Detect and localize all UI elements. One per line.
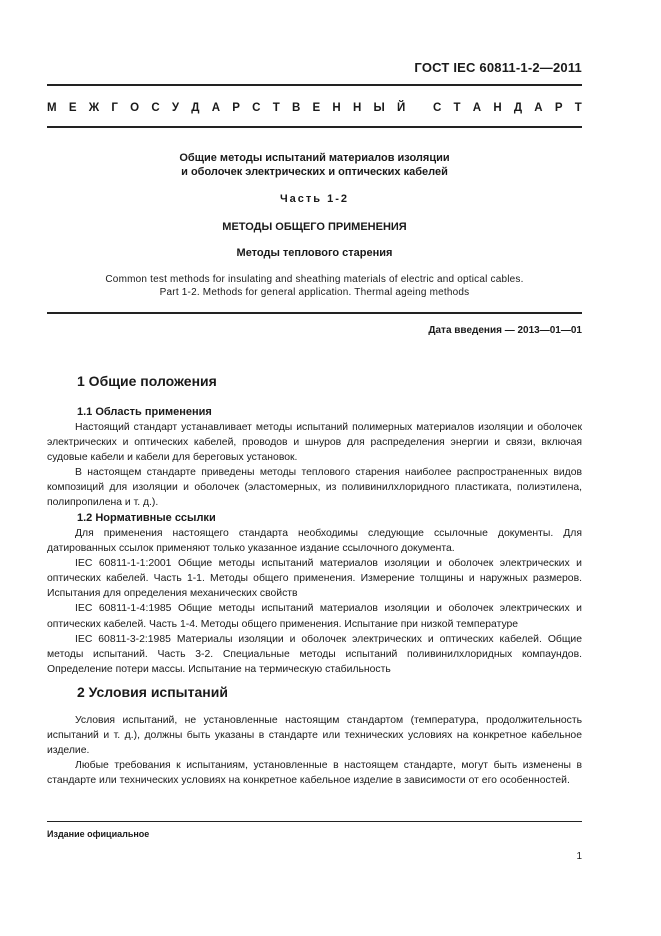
banner-letter: С [252,102,261,114]
banner-letter: У [171,102,180,114]
banner-letter: Д [191,102,200,114]
banner-letter [418,102,421,114]
paragraph: В настоящем стандарте приведены методы теплового старения наиболее распространенных видов композиций для изоляции и оболочек (эластомерных, из поливинилхлоридного пластиката, полиэтилена, полипропилена и т. д.). [47,467,582,509]
reference-item: IEC 60811-1-4:1985 Общие методы испытаний материалов изоляции и оболочек электрических и оптических кабелей. Часть 1-4. Методы общего применения. Испытание при низкой температуре [47,603,582,630]
banner-letter: С [151,102,160,114]
banner-letter: Т [272,102,280,114]
banner-letter: Т [453,102,461,114]
paragraph: Настоящий стандарт устанавливает методы испытаний полимерных материалов изоляции и оболочек электрических и оптических кабелей, проводов и шнуров для распределения энергии и связи, включая судовые кабели и кабели для береговых установок. [47,422,582,464]
banner-letter: А [211,102,221,114]
title-line-2: и оболочек электрических и оптических кабелей [181,166,448,178]
english-title-line-1: Common test methods for insulating and sheathing materials of electric and optical cables. [105,274,524,285]
test-conditions-text [47,713,582,788]
paragraph: Для применения настоящего стандарта необходимы следующие ссылочные документы. Для датированных ссылок применяют только указанное издание ссылочного документа. [47,528,582,555]
subtitle-caps: МЕТОДЫ ОБЩЕГО ПРИМЕНЕНИЯ [222,221,407,233]
section-1-heading: 1 Общие положения [77,373,217,389]
reference-item: IEC 60811-3-2:1985 Материалы изоляции и оболочек электрических и оптических кабелей. Общие методы испытаний. Часть 3-2. Специальные методы испытаний поливинилхлоридных компаундов. Определение потери массы. Испытание на термическую стабильность [47,633,582,675]
banner-letter: Е [312,102,321,114]
banner-letter: Д [513,102,523,114]
banner-letter: В [291,102,301,114]
banner-letter: О [130,102,140,114]
paragraph: Любые требования к испытаниям, установленные в настоящем стандарте, могут быть изменены в стандарте или технических условиях на конкретное кабельное изделие в зависимости от его особенностей. [47,760,582,787]
banner-letter: Ж [88,102,100,114]
standard-code: ГОСТ IEC 60811-1-2—2011 [414,60,582,75]
header-rule [47,84,582,86]
introduction-date: Дата введения — 2013—01—01 [428,325,582,336]
page-number: 1 [576,851,582,862]
banner-letter: А [534,102,543,114]
banner-letter: Т [574,102,582,114]
banner-letter: Ы [373,102,385,114]
references-text [47,526,582,677]
section-2-heading: 2 Условия испытаний [77,684,228,700]
banner-letter: Г [111,102,118,114]
subsection-1-2-heading: 1.2 Нормативные ссылки [77,512,216,524]
official-edition-label: Издание официальное [47,829,150,839]
banner-letter: Е [68,102,77,114]
banner-letter: М [47,102,57,114]
subtitle: Методы теплового старения [236,247,393,259]
title-line-1: Общие методы испытаний материалов изоляции [179,152,450,164]
banner-rule [47,126,582,128]
banner-letter: А [472,102,482,114]
reference-item: IEC 60811-1-1:2001 Общие методы испытаний материалов изоляции и оболочек электрических и оптических кабелей. Часть 1-1. Методы общего применения. Измерение толщины и наружных размеров. Испытания для определения механических свойств [47,558,582,600]
banner-letter: Р [554,102,563,114]
banner-letter: Н [493,102,502,114]
banner-letter: Р [232,102,240,114]
scope-text [47,420,582,511]
part-label: Часть 1-2 [279,193,350,205]
banner-letter: Н [332,102,341,114]
banner-letter: С [432,102,442,114]
interstate-standard-banner [47,102,582,114]
banner-letter: Й [397,102,406,114]
english-title-line-2: Part 1-2. Methods for general application. Thermal ageing methods [159,287,470,298]
paragraph: Условия испытаний, не установленные настоящим стандартом (температура, продолжительность испытаний и т. д.), должны быть указаны в стандарте или технических условиях на конкретное кабельное изделие. [47,715,582,757]
subsection-1-1-heading: 1.1 Область применения [77,406,212,418]
title-rule [47,312,582,314]
footer-rule [47,821,582,822]
banner-letter: Н [352,102,362,114]
